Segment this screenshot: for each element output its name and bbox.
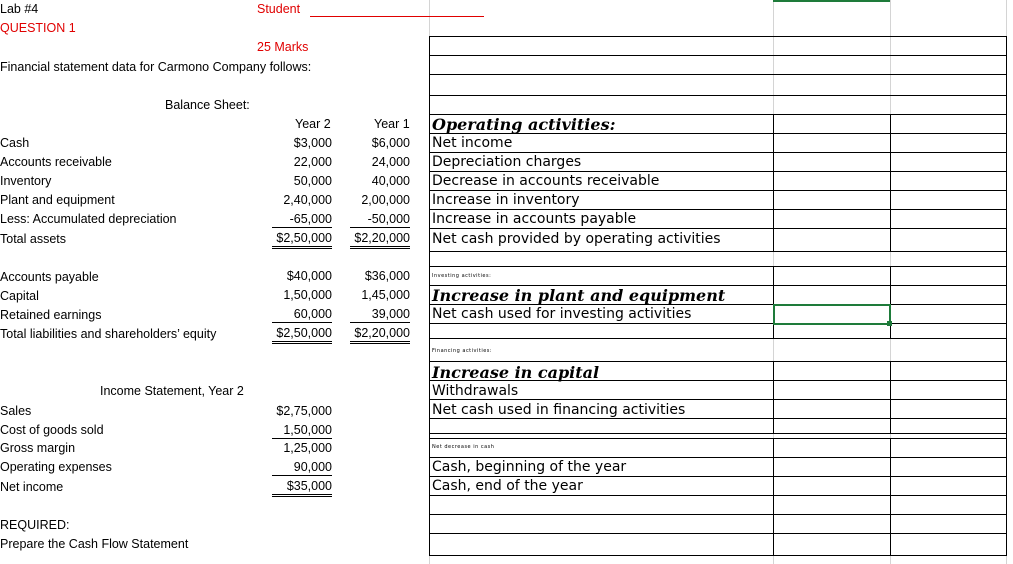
income-value: 1,50,000 [272,423,332,439]
balance-sheet-title: Balance Sheet: [165,98,250,112]
total-assets-label: Total assets [0,232,67,246]
asset-y2: -65,000 [272,212,332,228]
total-assets-y2: $2,50,000 [272,231,332,249]
student-name-line[interactable] [310,16,484,17]
investing-heading: Increase in plant and equipment [432,286,726,305]
cash-end-label: Cash, end of the year [432,478,583,494]
total-liabilities-y2: $2,50,000 [272,326,332,344]
income-label: Gross margin [0,441,76,455]
net-income-value: $35,000 [272,479,332,497]
asset-label: Inventory [0,174,52,188]
asset-y2: 2,40,000 [283,193,332,207]
liability-y2: 1,50,000 [283,288,332,302]
intro-text: Financial statement data for Carmono Company follows: [0,60,312,74]
asset-y2: 22,000 [293,155,332,169]
student-label: Student [257,2,301,16]
net-decrease-tiny-label: Net decrease in cash [432,444,495,450]
asset-y1: -50,000 [350,212,410,228]
income-label: Cost of goods sold [0,423,104,437]
question-label: QUESTION 1 [0,21,76,35]
top-green-border [773,0,890,2]
operating-item: Decrease in accounts receivable [432,173,660,189]
asset-label: Plant and equipment [0,193,115,207]
asset-label: Accounts receivable [0,155,112,169]
investing-total: Net cash used for investing activities [432,306,692,322]
net-income-label: Net income [0,480,64,494]
financing-tiny-label: Financing activities: [432,348,493,354]
lab-title: Lab #4 [0,2,39,16]
asset-y2: 50,000 [293,174,332,188]
total-liabilities-label: Total liabilities and shareholders’ equity [0,327,217,341]
income-label: Sales [0,404,32,418]
liability-label: Retained earnings [0,308,102,322]
income-statement-title: Income Statement, Year 2 [100,384,244,398]
financing-heading: Increase in capital [432,363,600,382]
cash-begin-label: Cash, beginning of the year [432,459,627,475]
required-label: REQUIRED: [0,518,70,532]
income-value: $2,75,000 [276,404,332,418]
financing-total: Net cash used in financing activities [432,402,686,418]
col-year2: Year 2 [295,117,331,131]
asset-label: Cash [0,136,30,150]
liability-y1: 1,45,000 [361,288,410,302]
financing-item: Withdrawals [432,383,519,399]
asset-y2: $3,000 [293,136,332,150]
total-liabilities-y1: $2,20,000 [350,326,410,344]
liability-label: Capital [0,289,39,303]
income-value: 90,000 [272,460,332,476]
marks-label: 25 Marks [257,40,309,54]
active-cell-selection[interactable] [773,304,891,325]
investing-tiny-label: Investing activities: [432,273,492,279]
operating-total: Net cash provided by operating activities [432,231,721,247]
required-task: Prepare the Cash Flow Statement [0,537,189,551]
fill-handle[interactable] [887,321,892,326]
liability-y1: $36,000 [364,269,410,283]
col-year1: Year 1 [374,117,410,131]
liability-y1: 39,000 [350,307,410,323]
operating-heading: Operating activities: [432,115,616,134]
operating-item: Depreciation charges [432,154,582,170]
liability-y2: $40,000 [286,269,332,283]
asset-y1: 24,000 [371,155,410,169]
asset-y1: $6,000 [371,136,410,150]
asset-y1: 2,00,000 [361,193,410,207]
operating-item: Increase in accounts payable [432,211,637,227]
operating-item: Net income [432,135,513,151]
operating-item: Increase in inventory [432,192,580,208]
liability-label: Accounts payable [0,270,99,284]
income-value: 1,25,000 [283,441,332,455]
income-label: Operating expenses [0,460,112,474]
liability-y2: 60,000 [272,307,332,323]
asset-y1: 40,000 [371,174,410,188]
asset-label: Less: Accumulated depreciation [0,212,177,226]
total-assets-y1: $2,20,000 [350,231,410,249]
